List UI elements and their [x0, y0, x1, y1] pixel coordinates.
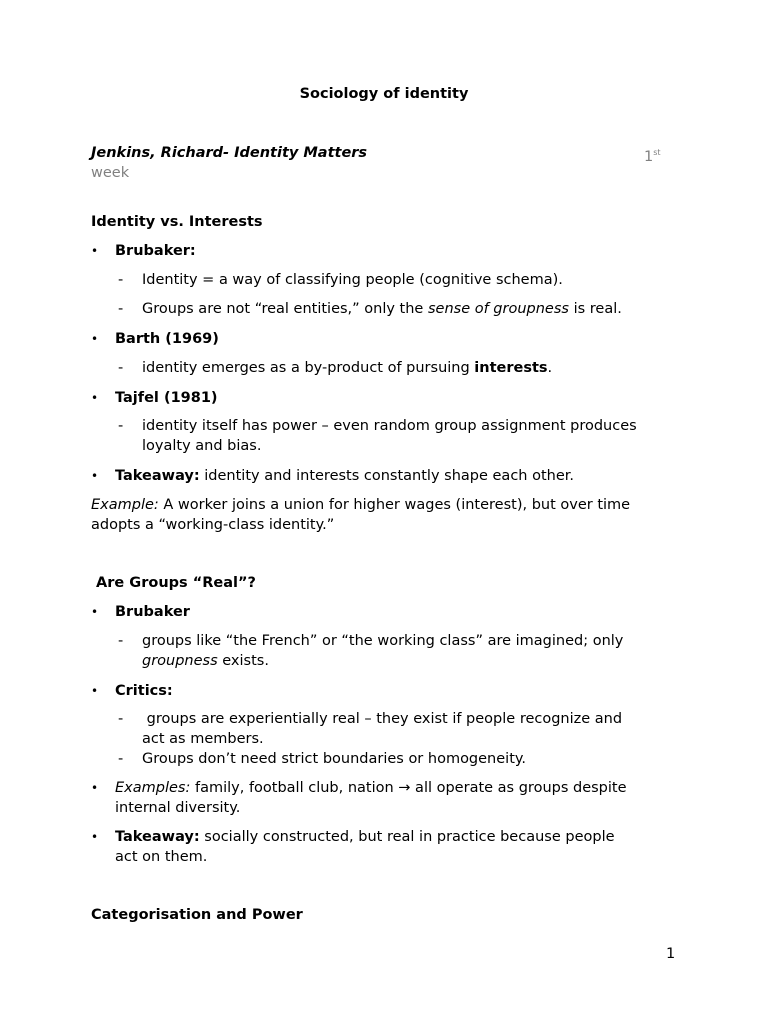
sub-item-text: Groups don’t need strict boundaries or homogeneity.	[142, 751, 527, 767]
sub-item-text: groups are experientially real – they exist if people recognize and	[142, 711, 623, 727]
dash-icon: -	[118, 272, 124, 288]
section-heading-are-groups-real: Are Groups “Real”?	[91, 575, 256, 591]
example-paragraph	[91, 495, 630, 535]
list-item-label: Barth (1969)	[115, 331, 219, 347]
sub-item-text-cont: loyalty and bias.	[142, 438, 262, 454]
dash-icon: -	[118, 633, 124, 649]
examples-text-cont: internal diversity.	[115, 800, 241, 816]
week-suffix: st	[653, 148, 661, 157]
bullet-icon: •	[91, 684, 99, 698]
example-line-cont: adopts a “working-class identity.”	[91, 517, 335, 533]
sub-item-text: Identity = a way of classifying people (cognitive schema).	[142, 272, 563, 288]
list-item-label: Tajfel (1981)	[115, 390, 218, 406]
takeaway-text: Takeaway: socially constructed, but real in practice because people	[115, 829, 615, 845]
dash-icon: -	[118, 360, 124, 376]
bullet-icon: •	[91, 332, 99, 346]
week-number: 1st	[644, 148, 661, 165]
sub-item-text: identity emerges as a by-product of pursuing interests.	[142, 360, 553, 376]
bullet-icon: •	[91, 781, 99, 795]
list-item-label: Brubaker:	[115, 243, 196, 259]
bullet-icon: •	[91, 391, 99, 405]
takeaway-text: Takeaway: identity and interests constantly shape each other.	[115, 468, 574, 484]
reference-author-work: Jenkins, Richard- Identity Matters	[91, 145, 368, 161]
sub-item-text: identity itself has power – even random group assignment produces	[142, 418, 637, 434]
takeaway-text-cont: act on them.	[115, 849, 208, 865]
dash-icon: -	[118, 711, 124, 727]
section-heading-categorisation-and-power: Categorisation and Power	[91, 907, 303, 923]
sub-item-text: groups like “the French” or “the working class” are imagined; only	[142, 633, 624, 649]
list-item-label: Critics:	[115, 683, 173, 699]
week-label: week	[91, 165, 130, 181]
sub-item-text: Groups are not “real entities,” only the sense of groupness is real.	[142, 301, 622, 317]
sub-item-text-cont: act as members.	[142, 731, 264, 747]
dash-icon: -	[118, 301, 124, 317]
sub-item-text-cont: groupness exists.	[142, 653, 269, 669]
dash-icon: -	[118, 418, 124, 434]
document-title: Sociology of identity	[299, 86, 469, 102]
bullet-icon: •	[91, 605, 99, 619]
bullet-icon: •	[91, 469, 99, 483]
list-item-label: Brubaker	[115, 604, 190, 620]
section-heading-identity-vs-interests: Identity vs. Interests	[91, 214, 263, 230]
reference-line	[91, 143, 671, 163]
bullet-icon: •	[91, 830, 99, 844]
examples-text: Examples: family, football club, nation → all operate as groups despite	[115, 780, 627, 796]
example-line: Example: A worker joins a union for higher wages (interest), but over time	[91, 497, 631, 513]
dash-icon: -	[118, 751, 124, 767]
page-number: 1	[666, 946, 676, 962]
bullet-icon: •	[91, 244, 99, 258]
